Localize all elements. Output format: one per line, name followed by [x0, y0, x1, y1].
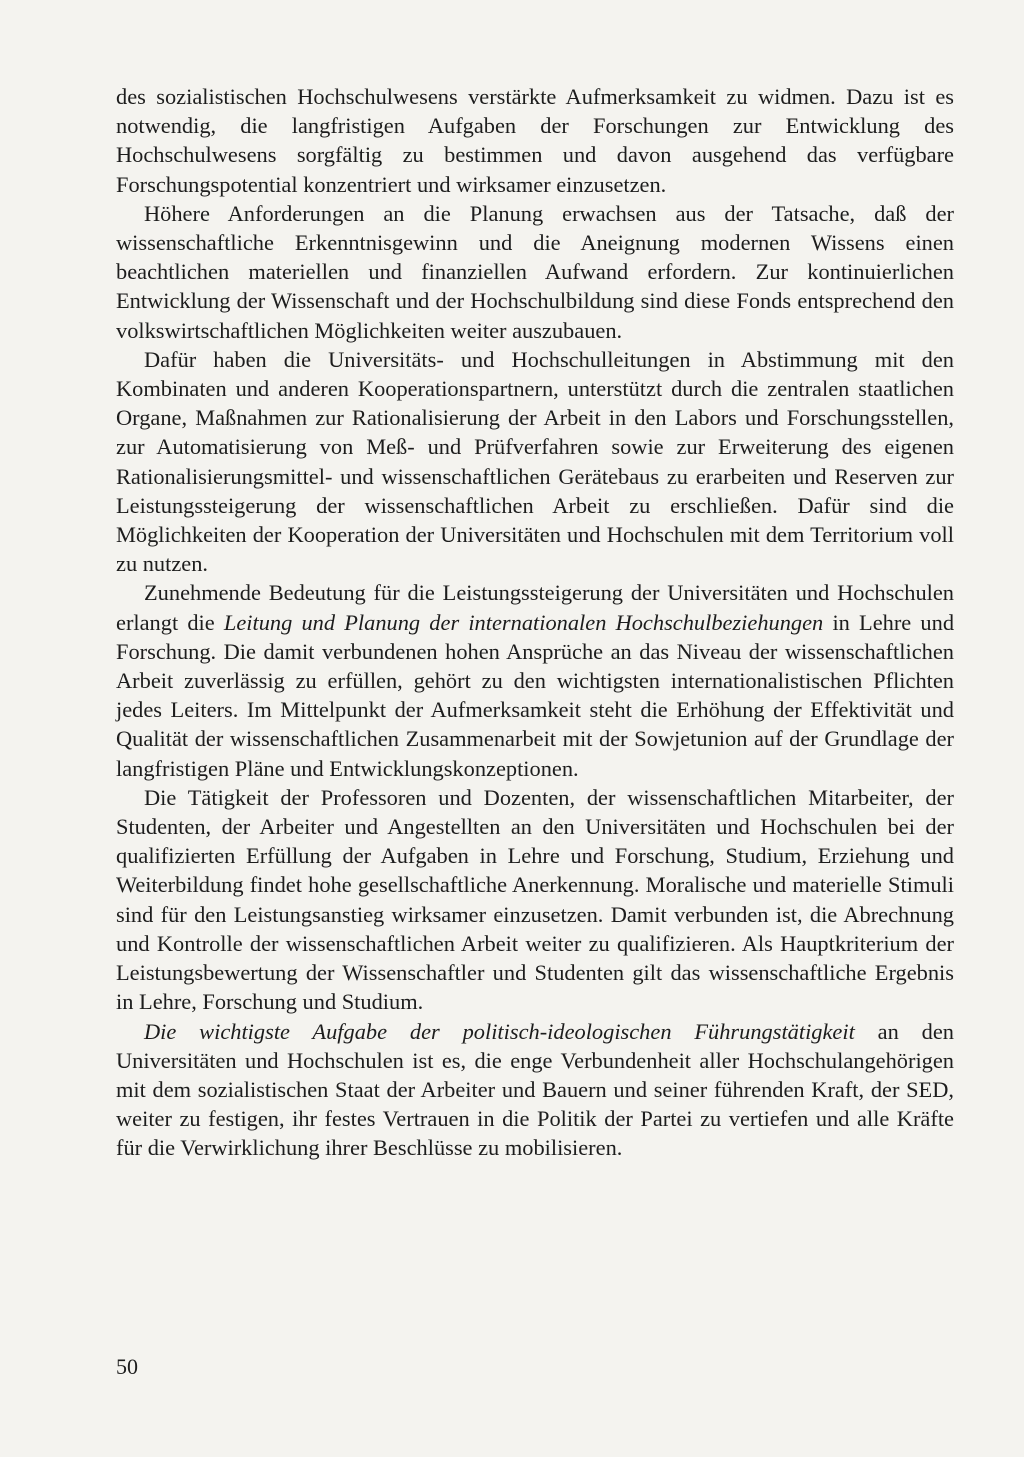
paragraph-5: [116, 783, 954, 1017]
paragraph-5-text: Die Tätigkeit der Professoren und Dozenten, der wissenschaftlichen Mitarbeiter, der Studenten, der Arbeiter und Angestellten an den Universitäten und Hochschulen bei der qualifizierten Erfüllung der Aufgaben in Lehre und Forschung, Studium, Erziehung und Weiterbildung findet hohe gesellschaftliche Anerkennung. Moralische und materielle Stimuli sind für den Leistungsanstieg wirksamer einzusetzen. Damit verbunden ist, die Abrechnung und Kontrolle der wissenschaftlichen Arbeit weiter zu qualifizieren. Als Hauptkriterium der Leistungsbewertung der Wissenschaftler und Studenten gilt das wissenschaftliche Ergebnis in Lehre, Forschung und Studium.: [116, 784, 954, 1015]
paragraph-4-text-b: in Lehre und Forschung. Die damit verbundenen hohen Ansprüche an das Niveau der wissenschaftlichen Arbeit zuverlässig zu erfüllen, gehört zu den wichtigsten internationalistischen Pflichten jedes Leiters. Im Mittelpunkt der Aufmerksamkeit steht die Erhöhung der Effektivität und Qualität der wissenschaftlichen Zusammenarbeit mit der Sowjetunion auf der Grundlage der langfristigen Pläne und Entwicklungskonzeptionen.: [116, 609, 955, 781]
paragraph-6: [116, 1017, 954, 1163]
paragraph-3: [116, 345, 954, 579]
paragraph-1-text: des sozialistischen Hochschulwesens verstärkte Aufmerksamkeit zu widmen. Dazu ist es notwendig, die langfristigen Aufgaben der Forschungen zur Entwicklung des Hochschulwesens sorgfältig zu bestimmen und davon ausgehend das verfügbare Forschungspotential konzentriert und wirksamer einzusetzen.: [116, 84, 954, 197]
paragraph-4-text-a: Zunehmende Bedeutung für die Leistungssteigerung der Universitäten und Hochschulen erlangt die: [116, 580, 954, 635]
paragraph-2-text: Höhere Anforderungen an die Planung erwachsen aus der Tatsache, daß der wissenschaftliche Erkenntnisgewinn und die Aneignung modernen Wissens einen beachtlichen materiellen und finanziellen Aufwand erfordern. Zur kontinuierlichen Entwicklung der Wissenschaft und der Hochschulbildung sind diese Fonds entsprechend den volkswirtschaftlichen Möglichkeiten weiter auszubauen.: [116, 200, 954, 343]
paragraph-3-text: Dafür haben die Universitäts- und Hochschulleitungen in Abstimmung mit den Kombinaten und anderen Kooperationspartnern, unterstützt durch die zentralen staatlichen Organe, Maßnahmen zur Rationalisierung der Arbeit in den Labors und Forschungsstellen, zur Automatisierung von Meß- und Prüfverfahren sowie zur Erweiterung des eigenen Rationalisierungsmittel- und wissenschaftlichen Gerätebaus zu erarbeiten und Reserven zur Leistungssteigerung der wissenschaftlichen Arbeit zu erschließen. Dafür sind die Möglichkeiten der Kooperation der Universitäten und Hochschulen mit dem Territorium voll zu nutzen.: [116, 346, 954, 577]
paragraph-6-italic: Die wichtigste Aufgabe der politisch-ideologischen Führungstätigkeit: [144, 1018, 855, 1044]
paragraph-4-italic: Leitung und Planung der internationalen Hochschulbeziehungen: [223, 609, 824, 635]
paragraph-6-text: an den Universitäten und Hochschulen ist es, die enge Verbundenheit aller Hochschulangehörigen mit dem sozialistischen Staat der Arbeiter und Bauern und seiner führenden Kraft, der SED, weiter zu festigen, ihr festes Vertrauen in die Politik der Partei zu vertiefen und alle Kräfte für die Verwirklichung ihrer Beschlüsse zu mobilisieren.: [116, 1018, 954, 1161]
body-text: [116, 82, 954, 1163]
paragraph-4: [116, 578, 954, 782]
paragraph-2: [116, 199, 954, 345]
paragraph-1: [116, 82, 954, 199]
page-number: 50: [116, 1354, 138, 1379]
